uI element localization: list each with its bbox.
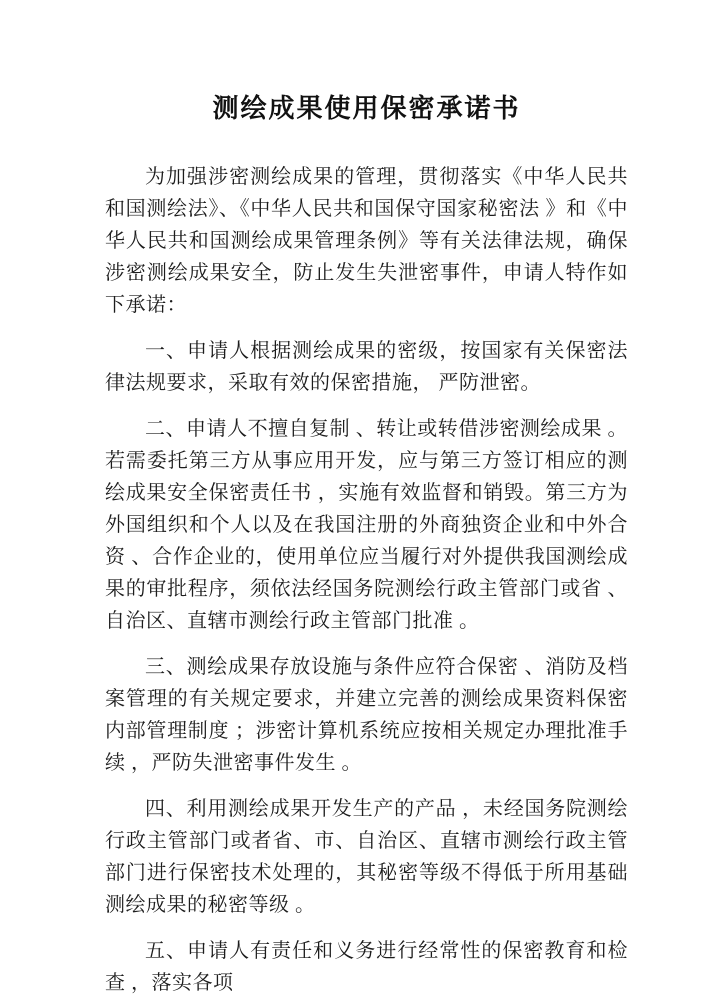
clause-2-paragraph: 二、申请人不擅自复制 、转让或转借涉密测绘成果 。若需委托第三方从事应用开发，应与第三方签订相应的测绘成果安全保密责任书 ，实施有效监督和销毁。第三方为外国组织和个人以及在我国注册的外商独资企业和中外合资 、合作企业的，使用单位应当履行对外提供我国测绘成果的审批程序，须依法经国务院测绘行政主管部门或省 、自治区、直辖市测绘行政主管部门批准 。 xyxy=(105,418,628,632)
clause-5-paragraph: 五、申请人有责任和义务进行经常性的保密教育和检查 ，落实各项 xyxy=(105,940,628,994)
intro-paragraph: 为加强涉密测绘成果的管理，贯彻落实《中华人民共和国测绘法》、《中华人民共和国保守国家秘密法 》和《中华人民共和国测绘成果管理条例》等有关法律法规，确保涉密测绘成果安全，防止发生失泄密事件，申请人特作如下承诺： xyxy=(105,166,628,316)
document-body xyxy=(105,161,628,999)
document-title: 测绘成果使用保密承诺书 xyxy=(212,94,521,123)
clause-1-paragraph: 一、申请人根据测绘成果的密级，按国家有关保密法律法规要求，采取有效的保密措施， 严防泄密。 xyxy=(105,340,628,394)
clause-4-paragraph: 四、利用测绘成果开发生产的产品 ，未经国务院测绘行政主管部门或者省、市、自治区、直辖市测绘行政主管部门进行保密技术处理的，其秘密等级不得低于所用基础测绘成果的秘密等级 。 xyxy=(105,798,628,916)
clause-3-paragraph: 三、测绘成果存放设施与条件应符合保密 、消防及档案管理的有关规定要求，并建立完善的测绘成果资料保密内部管理制度 ；涉密计算机系统应按相关规定办理批准手续 ，严防失泄密事件发生 。 xyxy=(105,656,628,774)
